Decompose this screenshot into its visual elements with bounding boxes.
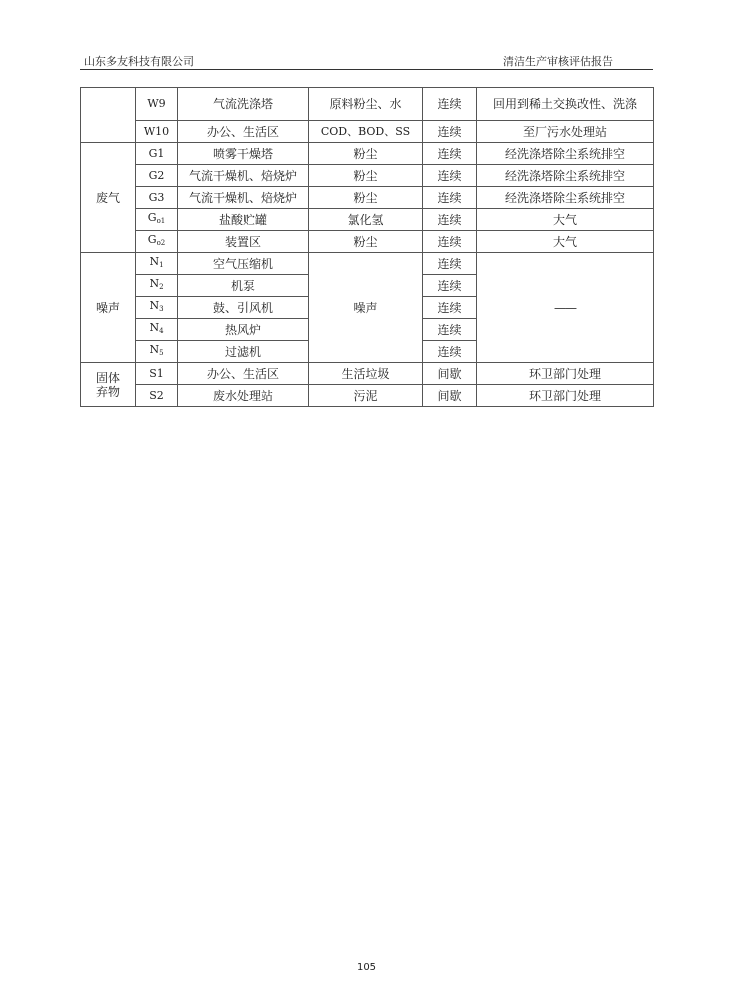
mode-cell: 连续 <box>423 209 477 231</box>
pollutant-cell: 粉尘 <box>309 231 423 253</box>
source-cell: 空气压缩机 <box>178 253 309 275</box>
mode-cell: 连续 <box>423 165 477 187</box>
mode-cell: 连续 <box>423 121 477 143</box>
code-cell: G3 <box>136 187 178 209</box>
mode-cell: 间歇 <box>423 363 477 385</box>
report-title: 清洁生产审核评估报告 <box>503 55 613 68</box>
company-name: 山东多友科技有限公司 <box>84 55 194 68</box>
table-row <box>81 231 654 253</box>
mode-cell: 连续 <box>423 143 477 165</box>
code-cell <box>136 253 178 275</box>
mode-cell: 连续 <box>423 319 477 341</box>
source-cell: 气流洗涤塔 <box>178 88 309 121</box>
code-main: N <box>149 255 160 268</box>
source-cell: 盐酸贮罐 <box>178 209 309 231</box>
pollutant-cell: 粉尘 <box>309 143 423 165</box>
destination-cell: 大气 <box>477 231 654 253</box>
category-line: 固体 <box>95 370 120 385</box>
mode-cell: 连续 <box>423 187 477 209</box>
pollutant-cell: 污泥 <box>309 385 423 407</box>
code-cell: W10 <box>136 121 178 143</box>
destination-cell: 大气 <box>477 209 654 231</box>
code-main: N <box>149 343 160 356</box>
code-subscript: o1 <box>156 217 166 225</box>
table-row <box>81 165 654 187</box>
destination-cell: 经洗涤塔除尘系统排空 <box>477 165 654 187</box>
code-cell: S1 <box>136 363 178 385</box>
pollutant-cell: 粉尘 <box>309 187 423 209</box>
code-main: N <box>149 299 160 312</box>
source-cell: 办公、生活区 <box>178 363 309 385</box>
code-cell <box>136 341 178 363</box>
source-cell: 气流干燥机、焙烧炉 <box>178 165 309 187</box>
code-cell <box>136 209 178 231</box>
pollution-source-table <box>80 87 654 407</box>
pollutant-cell: 氯化氢 <box>309 209 423 231</box>
mode-cell: 连续 <box>423 88 477 121</box>
page-header <box>80 51 653 69</box>
table-row <box>81 143 654 165</box>
page-number: 105 <box>356 962 377 973</box>
source-cell: 办公、生活区 <box>178 121 309 143</box>
destination-cell: 回用到稀土交换改性、洗涤 <box>477 88 654 121</box>
pollutant-cell: 原料粉尘、水 <box>309 88 423 121</box>
source-cell: 过滤机 <box>178 341 309 363</box>
table-row <box>81 363 654 385</box>
code-subscript: 3 <box>159 305 164 313</box>
mode-cell: 连续 <box>423 231 477 253</box>
code-cell: S2 <box>136 385 178 407</box>
table-row <box>81 121 654 143</box>
category-cell-gas: 废气 <box>81 143 136 253</box>
code-cell <box>136 297 178 319</box>
mode-cell: 连续 <box>423 297 477 319</box>
destination-cell: 环卫部门处理 <box>477 363 654 385</box>
destination-cell: 环卫部门处理 <box>477 385 654 407</box>
code-main: G <box>147 211 157 224</box>
table-row <box>81 253 654 275</box>
pollutant-cell-noise: 噪声 <box>309 253 423 363</box>
pollutant-cell: COD、BOD、SS <box>309 121 423 143</box>
source-cell: 气流干燥机、焙烧炉 <box>178 187 309 209</box>
destination-cell: 经洗涤塔除尘系统排空 <box>477 187 654 209</box>
destination-cell-noise: —— <box>477 253 654 363</box>
table-row <box>81 385 654 407</box>
destination-cell: 至厂污水处理站 <box>477 121 654 143</box>
table-row <box>81 187 654 209</box>
mode-cell: 间歇 <box>423 385 477 407</box>
code-subscript: 1 <box>159 261 164 269</box>
header-rule <box>80 69 653 70</box>
source-cell: 机泵 <box>178 275 309 297</box>
table-row <box>81 209 654 231</box>
code-cell <box>136 275 178 297</box>
source-cell: 装置区 <box>178 231 309 253</box>
source-cell: 鼓、引风机 <box>178 297 309 319</box>
code-cell <box>136 319 178 341</box>
code-main: N <box>149 277 160 290</box>
mode-cell: 连续 <box>423 275 477 297</box>
code-subscript: 5 <box>159 349 164 357</box>
code-main: N <box>149 321 160 334</box>
source-cell: 热风炉 <box>178 319 309 341</box>
code-cell <box>136 231 178 253</box>
category-cell-solid <box>81 363 136 407</box>
pollutant-cell: 粉尘 <box>309 165 423 187</box>
mode-cell: 连续 <box>423 341 477 363</box>
code-main: G <box>147 233 157 246</box>
code-cell: W9 <box>136 88 178 121</box>
mode-cell: 连续 <box>423 253 477 275</box>
code-cell: G2 <box>136 165 178 187</box>
code-subscript: 2 <box>159 283 164 291</box>
category-cell-wastewater <box>81 88 136 143</box>
source-cell: 喷雾干燥塔 <box>178 143 309 165</box>
destination-cell: 经洗涤塔除尘系统排空 <box>477 143 654 165</box>
pollutant-cell: 生活垃圾 <box>309 363 423 385</box>
code-subscript: o2 <box>156 239 166 247</box>
code-subscript: 4 <box>159 327 164 335</box>
category-cell-noise: 噪声 <box>81 253 136 363</box>
table-row <box>81 88 654 121</box>
source-cell: 废水处理站 <box>178 385 309 407</box>
category-line: 弃物 <box>95 384 120 399</box>
code-cell: G1 <box>136 143 178 165</box>
